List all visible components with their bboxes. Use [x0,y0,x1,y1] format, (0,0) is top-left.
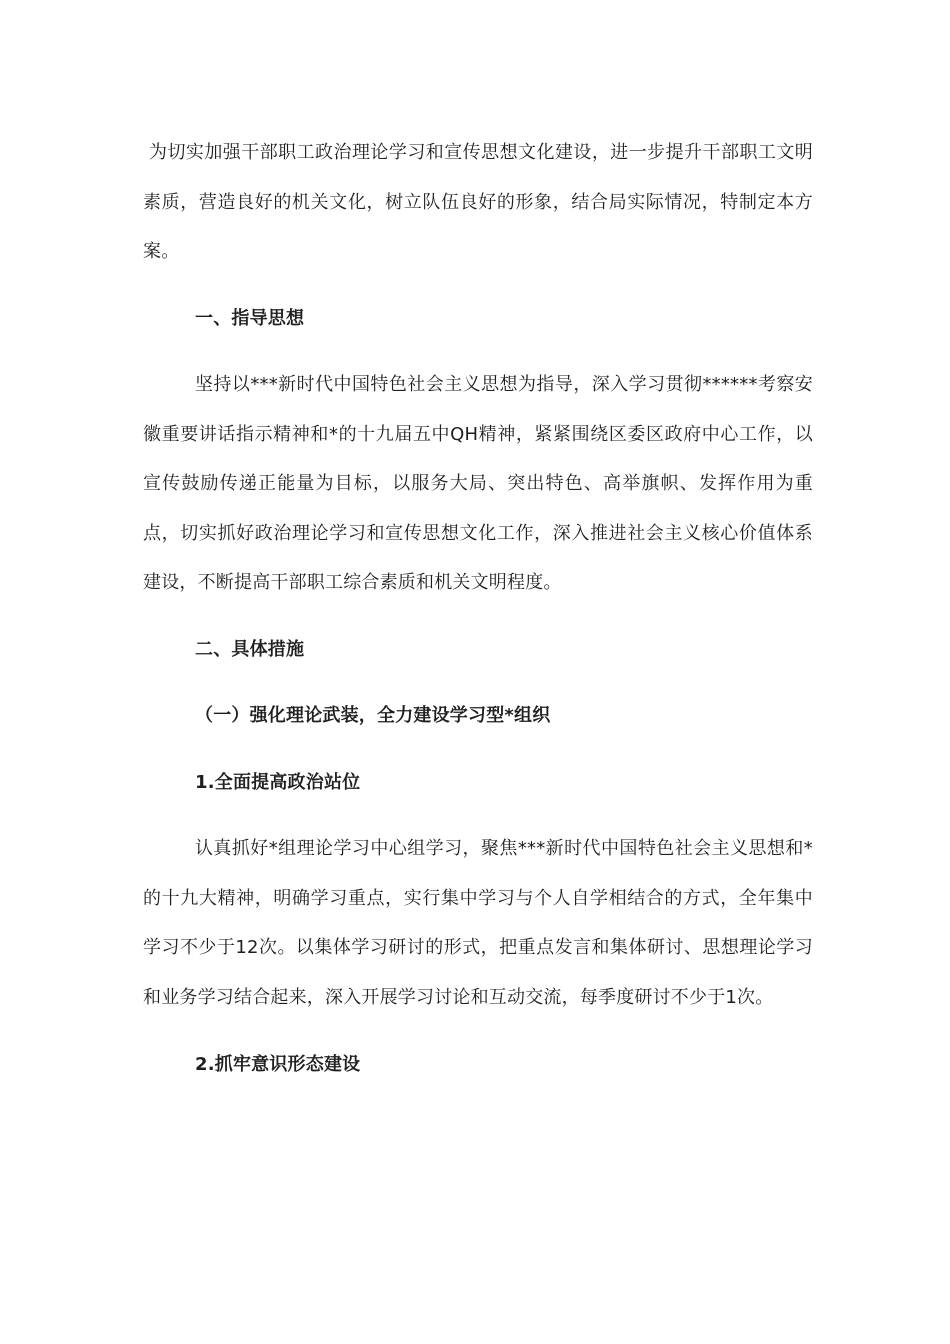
item-heading-political-stance: 1.全面提高政治站位 [195,771,361,793]
spacer [143,277,813,294]
intro-paragraph: 为切实加强干部职工政治理论学习和宣传思想文化建设，进一步提升干部职工文明素质，营造良好的机关文化，树立队伍良好的形象，结合局实际情况，特制定本方案。 [143,142,813,262]
spacer [143,674,813,691]
spacer [143,741,813,758]
guiding-ideology-paragraph: 坚持以***新时代中国特色社会主义思想为指导，深入学习贯彻******考察安徽重要讲话指示精神和*的十九届五中QH精神，紧紧围绕区委区政府中心工作，以宣传鼓励传递正能量为目标，以服务大局、突出特色、高举旗帜、发挥作用为重点，切实抓好政治理论学习和宣传思想文化工作，深入推进社会主义核心价值体系建设，不断提高干部职工综合素质和机关文明程度。 [143,374,813,593]
spacer [143,608,813,625]
section-heading-guiding-ideology: 一、指导思想 [195,307,305,329]
political-stance-paragraph: 认真抓好*组理论学习中心组学习，聚焦***新时代中国特色社会主义思想和*的十九大精神，明确学习重点，实行集中学习与个人自学相结合的方式，全年集中学习不少于12次。以集体学习研讨的形式，把重点发言和集体研讨、思想理论学习和业务学习结合起来，深入开展学习讨论和互动交流，每季度研讨不少于1次。 [143,838,813,1008]
spacer [143,343,813,360]
document-body [143,128,813,1090]
section-heading-specific-measures: 二、具体措施 [195,638,305,660]
item-heading-ideology-building: 2.抓牢意识形态建设 [195,1054,361,1075]
spacer [143,807,813,824]
subsection-heading-theory: （一）强化理论武装，全力建设学习型*组织 [195,705,551,726]
spacer [143,1022,813,1040]
